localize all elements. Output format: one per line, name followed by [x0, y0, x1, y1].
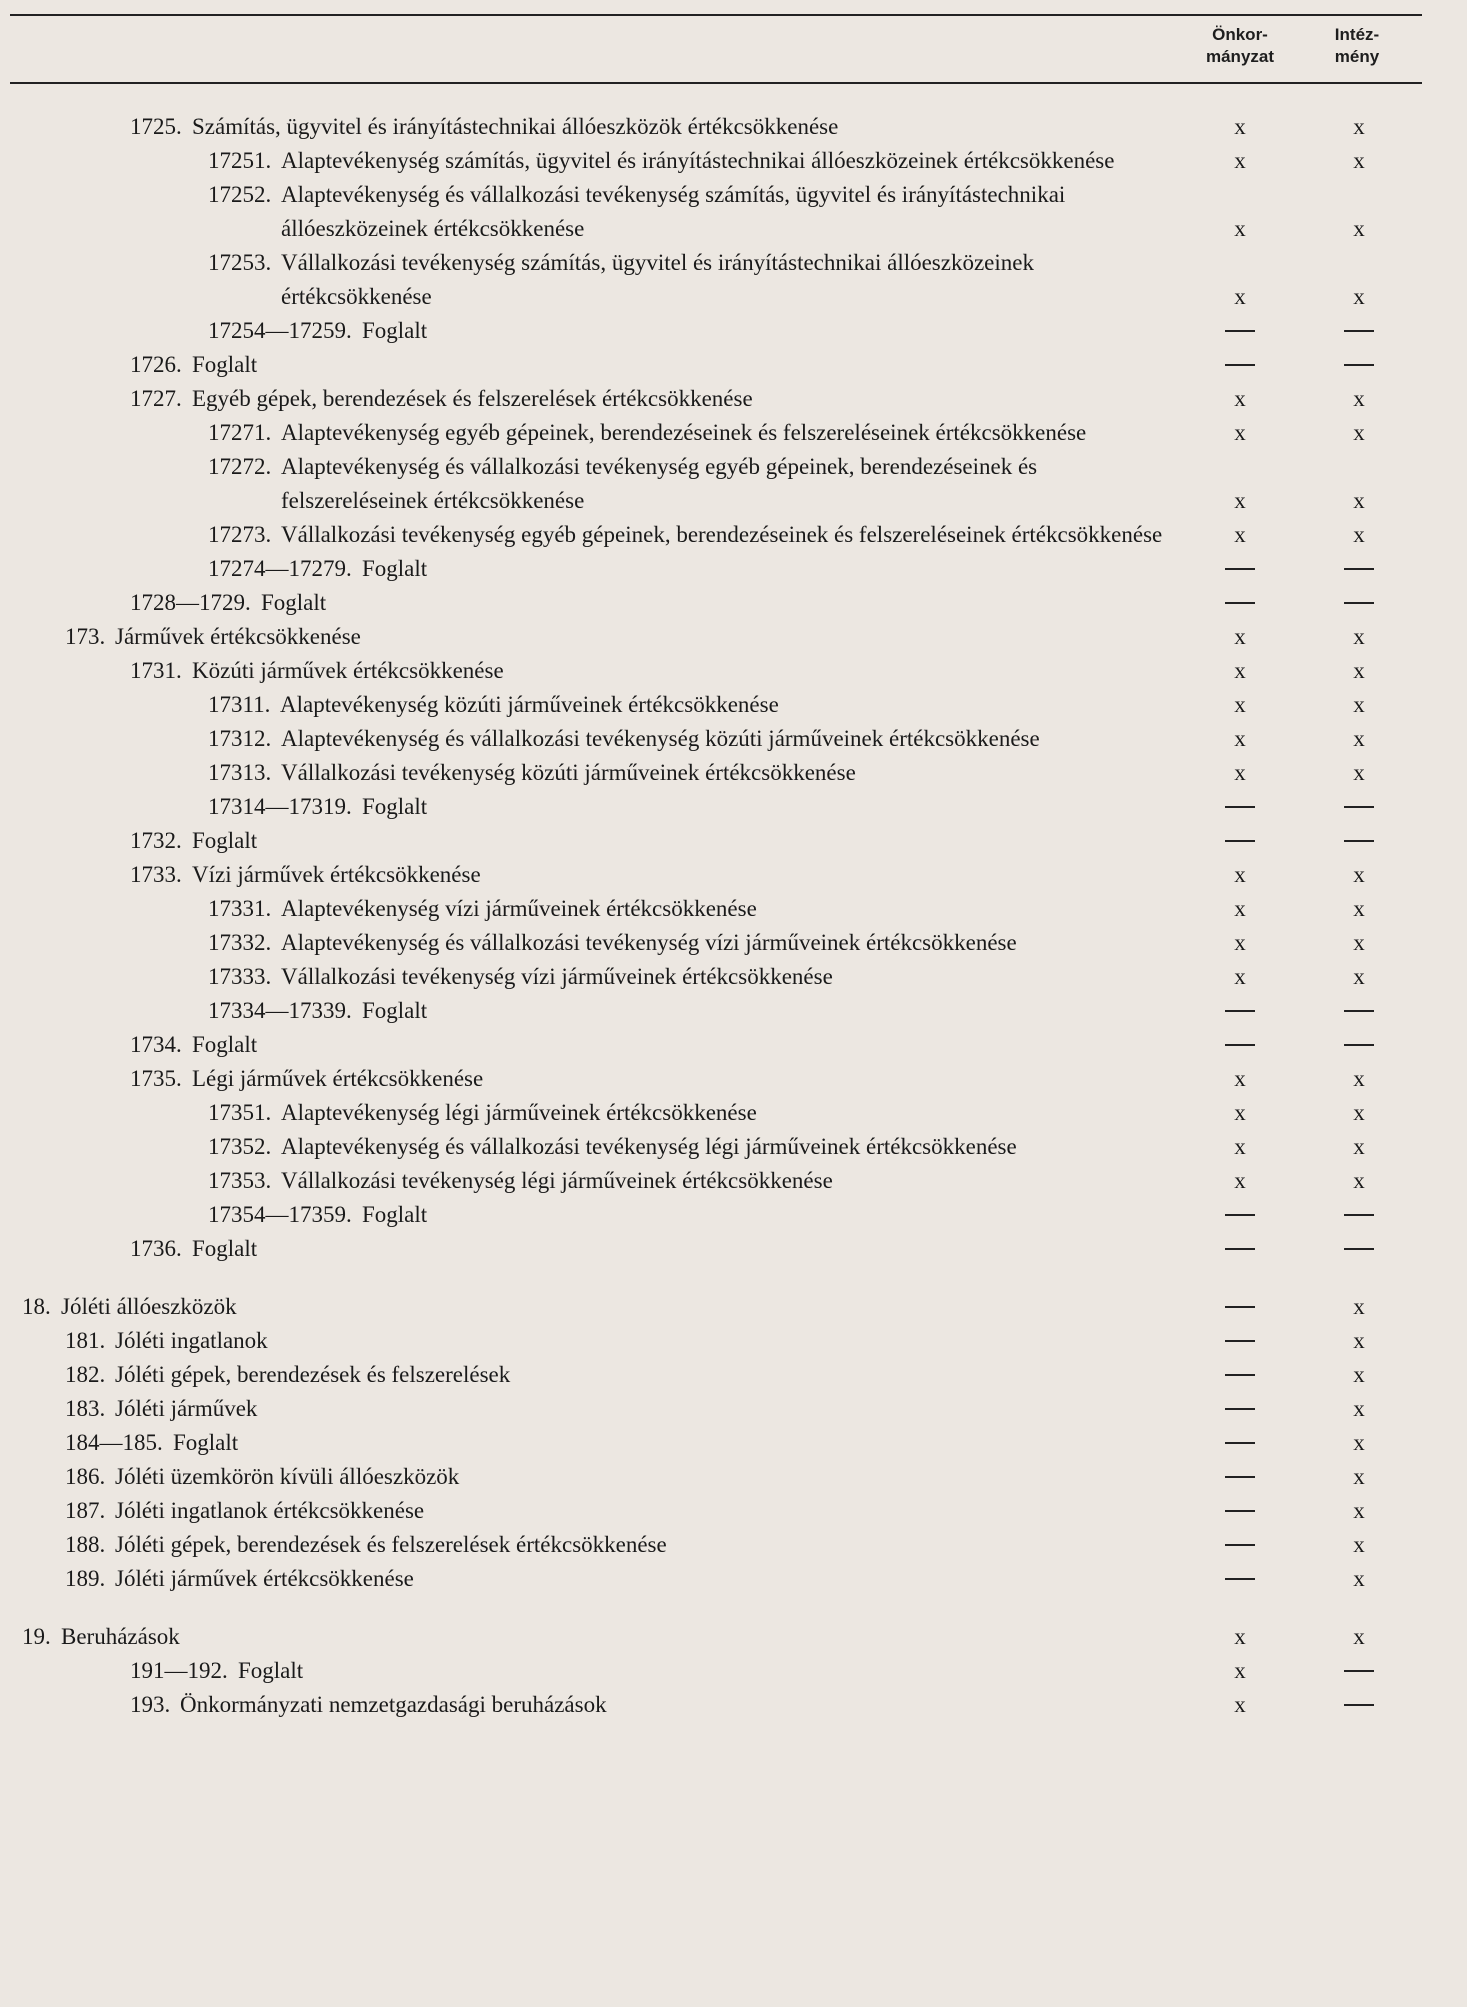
intezmeny-mark [1329, 1028, 1389, 1062]
intezmeny-mark [1329, 1232, 1389, 1266]
header-top-rule [10, 14, 1422, 16]
account-code: 17251. [208, 148, 272, 173]
dash-mark [1225, 1340, 1255, 1342]
onkormanyzat-mark: x [1234, 1692, 1246, 1717]
intezmeny-mark: x [1353, 1624, 1365, 1649]
account-code: 183. [65, 1396, 106, 1421]
intezmeny-mark [1329, 348, 1389, 382]
account-row [0, 1358, 1467, 1392]
intezmeny-mark: x [1353, 624, 1365, 649]
dash-mark [1344, 568, 1374, 570]
account-code: 1726. [130, 352, 182, 377]
column-header-line: Önkor- [1212, 25, 1268, 44]
account-description: Foglalt [362, 1202, 428, 1227]
account-code: 187. [65, 1498, 106, 1523]
onkormanyzat-mark [1210, 1324, 1270, 1358]
intezmeny-mark: x [1353, 658, 1365, 683]
onkormanyzat-mark: x [1234, 420, 1246, 445]
onkormanyzat-mark [1210, 1494, 1270, 1528]
account-row [0, 1528, 1467, 1562]
intezmeny-mark: x [1353, 386, 1365, 411]
onkormanyzat-mark [1210, 1562, 1270, 1596]
account-description: Jóléti járművek [115, 1396, 258, 1421]
intezmeny-mark [1329, 314, 1389, 348]
account-row [0, 1062, 1467, 1096]
account-description: Vízi járművek értékcsökkenése [192, 862, 481, 887]
dash-mark [1225, 1248, 1255, 1250]
intezmeny-mark: x [1353, 284, 1365, 309]
account-code: 188. [65, 1532, 106, 1557]
intezmeny-mark: x [1353, 1100, 1365, 1125]
dash-mark [1225, 1476, 1255, 1478]
account-code: 181. [65, 1328, 106, 1353]
intezmeny-mark: x [1353, 692, 1365, 717]
column-header-line: mányzat [1205, 47, 1275, 66]
header-bottom-rule [10, 82, 1422, 84]
onkormanyzat-mark [1210, 586, 1270, 620]
dash-mark [1225, 1510, 1255, 1512]
onkormanyzat-mark: x [1234, 1624, 1246, 1649]
account-code: 17311. [208, 692, 271, 717]
intezmeny-mark: x [1353, 1294, 1365, 1319]
onkormanyzat-mark [1210, 552, 1270, 586]
intezmeny-mark: x [1353, 1328, 1365, 1353]
intezmeny-mark: x [1353, 1464, 1365, 1489]
onkormanyzat-mark [1210, 790, 1270, 824]
dash-mark [1225, 1408, 1255, 1410]
account-row [0, 1688, 1467, 1722]
account-row [0, 1426, 1467, 1460]
dash-mark [1225, 1306, 1255, 1308]
account-description: Vállalkozási tevékenység közúti járműveinek értékcsökkenése [281, 760, 856, 785]
dash-mark [1225, 840, 1255, 842]
dash-mark [1344, 840, 1374, 842]
dash-mark [1344, 602, 1374, 604]
account-row [0, 1130, 1467, 1164]
account-description: Foglalt [173, 1430, 239, 1455]
dash-mark [1344, 1044, 1374, 1046]
account-code: 17273. [208, 522, 272, 547]
onkormanyzat-mark [1210, 1528, 1270, 1562]
column-header-line: Intéz- [1334, 25, 1380, 44]
account-description: Alaptevékenység és vállalkozási tevékenység vízi járműveinek értékcsökkenése [281, 930, 1017, 955]
account-code: 186. [65, 1464, 106, 1489]
account-description: Foglalt [192, 828, 258, 853]
dash-mark [1344, 1704, 1374, 1706]
onkormanyzat-mark: x [1234, 726, 1246, 751]
onkormanyzat-mark [1210, 1232, 1270, 1266]
account-description: Egyéb gépek, berendezések és felszerelések értékcsökkenése [192, 386, 753, 411]
intezmeny-mark [1329, 552, 1389, 586]
intezmeny-mark: x [1353, 760, 1365, 785]
account-code: 17313. [208, 760, 272, 785]
onkormanyzat-mark [1210, 1290, 1270, 1324]
account-description: Járművek értékcsökkenése [115, 624, 361, 649]
account-code: 17272. [208, 454, 272, 479]
account-code: 17254—17259. [208, 318, 352, 343]
account-description: Alaptevékenység vízi járműveinek értékcsökkenése [281, 896, 757, 921]
account-row [0, 552, 1467, 586]
account-row [0, 1164, 1467, 1198]
account-row [0, 144, 1467, 178]
account-row [0, 756, 1467, 790]
account-code: 193. [130, 1692, 171, 1717]
dash-mark [1225, 1374, 1255, 1376]
account-row [0, 722, 1467, 756]
account-row [0, 1562, 1467, 1596]
onkormanyzat-mark [1210, 994, 1270, 1028]
onkormanyzat-mark: x [1234, 1100, 1246, 1125]
account-code: 19. [22, 1624, 51, 1649]
account-code: 184—185. [65, 1430, 163, 1455]
onkormanyzat-mark: x [1234, 896, 1246, 921]
intezmeny-mark: x [1353, 1430, 1365, 1455]
onkormanyzat-mark: x [1234, 1066, 1246, 1091]
account-description: Foglalt [362, 998, 428, 1023]
onkormanyzat-mark: x [1234, 148, 1246, 173]
intezmeny-mark: x [1353, 488, 1365, 513]
account-code: 17274—17279. [208, 556, 352, 581]
account-code: 17271. [208, 420, 272, 445]
account-row [0, 926, 1467, 960]
account-code: 182. [65, 1362, 106, 1387]
account-row [0, 1392, 1467, 1426]
account-description: Önkormányzati nemzetgazdasági beruházások [180, 1692, 607, 1717]
account-description: Alaptevékenység számítás, ügyvitel és irányítástechnikai állóeszközeinek értékcsökkenése [281, 148, 1115, 173]
intezmeny-mark: x [1353, 1396, 1365, 1421]
account-row [0, 518, 1467, 552]
account-description: Vállalkozási tevékenység számítás, ügyvitel és irányítástechnikai állóeszközeinek értékcsökkenése [281, 250, 1034, 309]
account-row [0, 1232, 1467, 1266]
dash-mark [1344, 1010, 1374, 1012]
account-row [0, 620, 1467, 654]
dash-mark [1225, 1214, 1255, 1216]
onkormanyzat-mark: x [1234, 488, 1246, 513]
account-code: 17314—17319. [208, 794, 352, 819]
account-code: 18. [22, 1294, 51, 1319]
onkormanyzat-mark: x [1234, 624, 1246, 649]
account-list [0, 110, 1467, 1722]
account-row [0, 688, 1467, 722]
account-row [0, 1494, 1467, 1528]
onkormanyzat-mark [1210, 1198, 1270, 1232]
onkormanyzat-mark: x [1234, 658, 1246, 683]
account-description: Alaptevékenység és vállalkozási tevékenység számítás, ügyvitel és irányítástechnikai állóeszközeinek értékcsökkenése [281, 182, 1066, 241]
account-row [0, 450, 1467, 518]
account-code: 17351. [208, 1100, 272, 1125]
onkormanyzat-mark [1210, 824, 1270, 858]
account-code: 17253. [208, 250, 272, 275]
account-description: Jóléti állóeszközök [61, 1294, 237, 1319]
account-description: Alaptevékenység egyéb gépeinek, berendezéseinek és felszereléseinek értékcsökkenése [281, 420, 1087, 445]
onkormanyzat-mark: x [1234, 114, 1246, 139]
intezmeny-mark: x [1353, 1134, 1365, 1159]
onkormanyzat-mark [1210, 1460, 1270, 1494]
account-description: Jóléti gépek, berendezések és felszerelések értékcsökkenése [115, 1532, 667, 1557]
intezmeny-mark: x [1353, 522, 1365, 547]
intezmeny-mark: x [1353, 1532, 1365, 1557]
account-description: Foglalt [362, 556, 428, 581]
dash-mark [1225, 1578, 1255, 1580]
account-row [0, 1654, 1467, 1688]
account-row [0, 416, 1467, 450]
account-row [0, 178, 1467, 246]
onkormanyzat-mark [1210, 1392, 1270, 1426]
account-description: Foglalt [362, 318, 428, 343]
dash-mark [1344, 330, 1374, 332]
onkormanyzat-mark [1210, 1028, 1270, 1062]
onkormanyzat-mark: x [1234, 862, 1246, 887]
account-code: 17332. [208, 930, 272, 955]
account-description: Foglalt [238, 1658, 304, 1683]
dash-mark [1225, 1010, 1255, 1012]
onkormanyzat-mark: x [1234, 1168, 1246, 1193]
account-description: Légi járművek értékcsökkenése [192, 1066, 484, 1091]
account-code: 17354—17359. [208, 1202, 352, 1227]
intezmeny-mark: x [1353, 1168, 1365, 1193]
intezmeny-mark [1329, 790, 1389, 824]
intezmeny-mark: x [1353, 726, 1365, 751]
account-description: Beruházások [61, 1624, 180, 1649]
intezmeny-mark: x [1353, 114, 1365, 139]
account-description: Alaptevékenység és vállalkozási tevékenység légi járműveinek értékcsökkenése [281, 1134, 1017, 1159]
intezmeny-mark: x [1353, 1066, 1365, 1091]
dash-mark [1225, 1044, 1255, 1046]
dash-mark [1225, 602, 1255, 604]
account-description: Számítás, ügyvitel és irányítástechnikai állóeszközök értékcsökkenése [192, 114, 839, 139]
account-code: 1736. [130, 1236, 182, 1261]
account-description: Foglalt [192, 1032, 258, 1057]
onkormanyzat-mark: x [1234, 386, 1246, 411]
account-row [0, 858, 1467, 892]
account-row [0, 1290, 1467, 1324]
dash-mark [1344, 364, 1374, 366]
intezmeny-mark: x [1353, 1566, 1365, 1591]
onkormanyzat-mark [1210, 314, 1270, 348]
intezmeny-mark [1329, 1688, 1389, 1722]
account-row [0, 1198, 1467, 1232]
account-row [0, 654, 1467, 688]
account-code: 1733. [130, 862, 182, 887]
account-row [0, 246, 1467, 314]
account-description: Alaptevékenység és vállalkozási tevékenység közúti járműveinek értékcsökkenése [281, 726, 1040, 751]
onkormanyzat-mark: x [1234, 964, 1246, 989]
onkormanyzat-mark [1210, 348, 1270, 382]
dash-mark [1225, 1442, 1255, 1444]
account-description: Jóléti gépek, berendezések és felszerelések [115, 1362, 511, 1387]
intezmeny-mark: x [1353, 896, 1365, 921]
account-row [0, 314, 1467, 348]
account-row [0, 586, 1467, 620]
column-header-intezmeny [1297, 24, 1417, 68]
account-code: 189. [65, 1566, 106, 1591]
account-description: Vállalkozási tevékenység egyéb gépeinek, berendezéseinek és felszereléseinek értékcsökkenése [281, 522, 1163, 547]
account-description: Jóléti járművek értékcsökkenése [115, 1566, 414, 1591]
account-code: 1732. [130, 828, 182, 853]
account-description: Vállalkozási tevékenység vízi járműveinek értékcsökkenése [281, 964, 833, 989]
intezmeny-mark: x [1353, 148, 1365, 173]
account-row [0, 348, 1467, 382]
dash-mark [1225, 806, 1255, 808]
intezmeny-mark [1329, 994, 1389, 1028]
intezmeny-mark [1329, 824, 1389, 858]
column-header-onkormanyzat [1180, 24, 1300, 68]
onkormanyzat-mark [1210, 1358, 1270, 1392]
account-description: Alaptevékenység légi járműveinek értékcsökkenése [281, 1100, 757, 1125]
dash-mark [1225, 364, 1255, 366]
column-header-line: mény [1334, 47, 1380, 66]
onkormanyzat-mark: x [1234, 930, 1246, 955]
account-row [0, 1028, 1467, 1062]
account-row [0, 790, 1467, 824]
onkormanyzat-mark [1210, 1426, 1270, 1460]
intezmeny-mark [1329, 1654, 1389, 1688]
account-row [0, 1324, 1467, 1358]
onkormanyzat-mark: x [1234, 1134, 1246, 1159]
account-code: 173. [65, 624, 106, 649]
account-description: Jóléti ingatlanok értékcsökkenése [115, 1498, 425, 1523]
onkormanyzat-mark: x [1234, 760, 1246, 785]
onkormanyzat-mark: x [1234, 522, 1246, 547]
onkormanyzat-mark: x [1234, 284, 1246, 309]
account-code: 1727. [130, 386, 182, 411]
account-description: Foglalt [362, 794, 428, 819]
account-code: 191—192. [130, 1658, 228, 1683]
intezmeny-mark [1329, 1198, 1389, 1232]
intezmeny-mark: x [1353, 1362, 1365, 1387]
account-row [0, 824, 1467, 858]
account-description: Foglalt [261, 590, 327, 615]
intezmeny-mark: x [1353, 964, 1365, 989]
account-row [0, 960, 1467, 994]
account-code: 17334—17339. [208, 998, 352, 1023]
account-code: 1725. [130, 114, 182, 139]
account-code: 17333. [208, 964, 272, 989]
account-row [0, 1460, 1467, 1494]
account-code: 17352. [208, 1134, 272, 1159]
onkormanyzat-mark: x [1234, 216, 1246, 241]
account-code: 17312. [208, 726, 272, 751]
account-row [0, 994, 1467, 1028]
dash-mark [1344, 1248, 1374, 1250]
dash-mark [1225, 1544, 1255, 1546]
account-row [0, 382, 1467, 416]
account-code: 1728—1729. [130, 590, 251, 615]
account-description: Foglalt [192, 1236, 258, 1261]
intezmeny-mark [1329, 586, 1389, 620]
account-description: Vállalkozási tevékenység légi járműveinek értékcsökkenése [281, 1168, 833, 1193]
onkormanyzat-mark: x [1234, 692, 1246, 717]
dash-mark [1344, 1670, 1374, 1672]
account-row [0, 1096, 1467, 1130]
account-description: Közúti járművek értékcsökkenése [192, 658, 504, 683]
account-row [0, 110, 1467, 144]
intezmeny-mark: x [1353, 930, 1365, 955]
account-description: Jóléti ingatlanok [115, 1328, 268, 1353]
onkormanyzat-mark: x [1234, 1658, 1246, 1683]
intezmeny-mark: x [1353, 420, 1365, 445]
account-code: 17331. [208, 896, 272, 921]
dash-mark [1344, 806, 1374, 808]
account-code: 17353. [208, 1168, 272, 1193]
account-description: Jóléti üzemkörön kívüli állóeszközök [115, 1464, 460, 1489]
account-description: Alaptevékenység közúti járműveinek értékcsökkenése [280, 692, 779, 717]
dash-mark [1225, 330, 1255, 332]
intezmeny-mark: x [1353, 1498, 1365, 1523]
account-code: 1731. [130, 658, 182, 683]
dash-mark [1344, 1214, 1374, 1216]
account-code: 17252. [208, 182, 272, 207]
account-description: Alaptevékenység és vállalkozási tevékenység egyéb gépeinek, berendezéseinek és felszereléseinek értékcsökkenése [281, 454, 1038, 513]
account-row [0, 1620, 1467, 1654]
dash-mark [1225, 568, 1255, 570]
intezmeny-mark: x [1353, 216, 1365, 241]
account-row [0, 892, 1467, 926]
account-code: 1735. [130, 1066, 182, 1091]
account-description: Foglalt [192, 352, 258, 377]
intezmeny-mark: x [1353, 862, 1365, 887]
account-code: 1734. [130, 1032, 182, 1057]
